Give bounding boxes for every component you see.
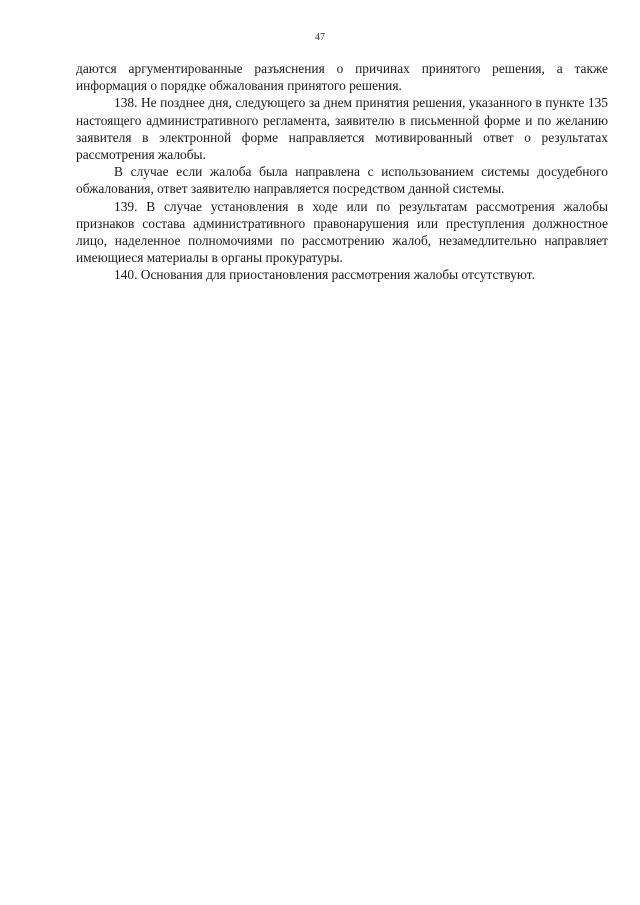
document-body [76,60,608,284]
paragraph-140: 140. Основания для приостановления рассмотрения жалобы отсутствуют. [114,267,535,283]
paragraph-138: 138. Не позднее дня, следующего за днем принятия решения, указанного в пункте 135 настоящего административного регламента, заявителю в письменной форме и по желанию заявителя в электронной форме направляется мотивированный ответ о результатах рассмотрения жалобы. [76,95,608,163]
paragraph-pre-trial-system: В случае если жалоба была направлена с использованием системы досудебного обжалования, ответ заявителю направляется посредством данной системы. [76,164,608,197]
paragraph-continuation: даются аргументированные разъяснения о причинах принятого решения, а также информация о порядке обжалования принятого решения. [76,61,608,94]
page-number: 47 [315,32,325,43]
paragraph-139: 139. В случае установления в ходе или по результатам рассмотрения жалобы признаков состава административного правонарушения или преступления должностное лицо, наделенное полномочиями по рассмотрению жалоб, незамедлительно направляет имеющиеся материалы в органы прокуратуры. [76,198,608,266]
